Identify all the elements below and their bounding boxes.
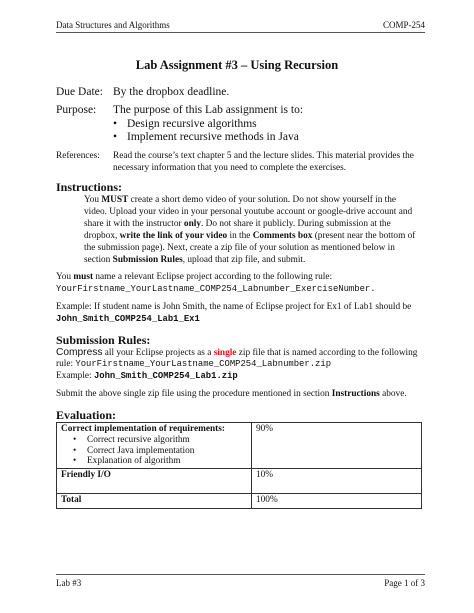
due-date-label: Due Date: xyxy=(56,86,103,98)
purpose-item: • Implement recursive methods in Java xyxy=(113,131,299,143)
criterion-cell: Friendly I/O xyxy=(57,468,252,493)
instructions-line: You MUST create a short demo video of your solution. Do not show yourself in the xyxy=(84,195,397,205)
references-line: Read the course’s text chapter 5 and the lecture slides. This material provides the xyxy=(113,151,414,161)
header-course-name: Data Structures and Algorithms xyxy=(56,20,170,30)
weight-cell: 10% xyxy=(252,468,422,493)
table-row xyxy=(57,423,422,469)
bullet-icon: • xyxy=(73,445,77,456)
purpose-label: Purpose: xyxy=(56,104,97,116)
list-item: • Explanation of algorithm xyxy=(73,456,181,467)
page-header xyxy=(56,18,425,33)
instructions-line: video. Upload your video in your personal youtube account or google-drive account and xyxy=(84,207,413,217)
table-row xyxy=(57,493,422,508)
bullet-icon: • xyxy=(113,131,118,143)
footer-page-number: Page 1 of 3 xyxy=(384,578,425,588)
submission-line: Example: John_Smith_COMP254_Lab1.zip xyxy=(56,371,238,381)
instructions-line: share it with the instructor only. Do not share it publicly. During submission at the xyxy=(84,219,391,229)
submission-line: rule: YourFirstname_YourLastname_COMP254_Labnumber.zip xyxy=(56,359,332,369)
weight-cell: 100% xyxy=(252,493,422,508)
criterion-list xyxy=(61,435,247,467)
bullet-icon: • xyxy=(113,118,118,130)
instructions-heading: Instructions: xyxy=(56,180,123,194)
list-item: • Correct recursive algorithm xyxy=(73,435,190,445)
naming-example-text: Example: If student name is John Smith, the name of Eclipse project for Ex1 of Lab1 should be xyxy=(56,302,412,312)
evaluation-table xyxy=(56,422,422,509)
references-label: References: xyxy=(56,151,100,161)
purpose-item: • Design recursive algorithms xyxy=(113,118,257,130)
document-title: Lab Assignment #3 – Using Recursion xyxy=(135,58,339,72)
naming-rule-intro: You must name a relevant Eclipse project according to the following rule: xyxy=(56,272,333,282)
weight-cell: 90% xyxy=(252,423,422,469)
naming-rule-pattern: YourFirstname_YourLastname_COMP254_Labnumber_ExerciseNumber. xyxy=(56,284,376,294)
submission-heading: Submission Rules: xyxy=(56,333,151,347)
instructions-line: dropbox, write the link of your video in the Comments box (present near the bottom of xyxy=(84,231,416,241)
submission-line: Submit the above single zip file using the procedure mentioned in section Instructions above. xyxy=(56,389,407,399)
criterion-cell: Total xyxy=(57,493,252,508)
naming-example-value: John_Smith_COMP254_Lab1_Ex1 xyxy=(56,314,200,324)
due-date-value: By the dropbox deadline. xyxy=(113,86,230,98)
submission-line: Compress all your Eclipse projects as a single zip file that is named according to the following xyxy=(56,347,418,358)
instructions-line: section Submission Rules, upload that zip file, and submit. xyxy=(84,255,306,265)
list-item: • Correct Java implementation xyxy=(73,445,195,456)
purpose-intro: The purpose of this Lab assignment is to: xyxy=(113,104,304,116)
bullet-icon: • xyxy=(73,435,77,445)
instructions-line: the submission page). Next, create a zip file of your solution as mentioned below in xyxy=(84,243,395,253)
page-footer xyxy=(56,574,425,587)
bullet-icon: • xyxy=(73,456,77,467)
table-row xyxy=(57,468,422,493)
footer-lab-number: Lab #3 xyxy=(56,578,82,588)
criterion-cell: Correct implementation of requirements: • Correct recursive algorithm • Correct Java implementation • Explanation of algorithm xyxy=(57,423,252,469)
references-line: necessary information that you need to complete the exercises. xyxy=(113,163,347,173)
evaluation-heading: Evaluation: xyxy=(56,408,117,422)
header-course-code: COMP-254 xyxy=(382,20,425,30)
